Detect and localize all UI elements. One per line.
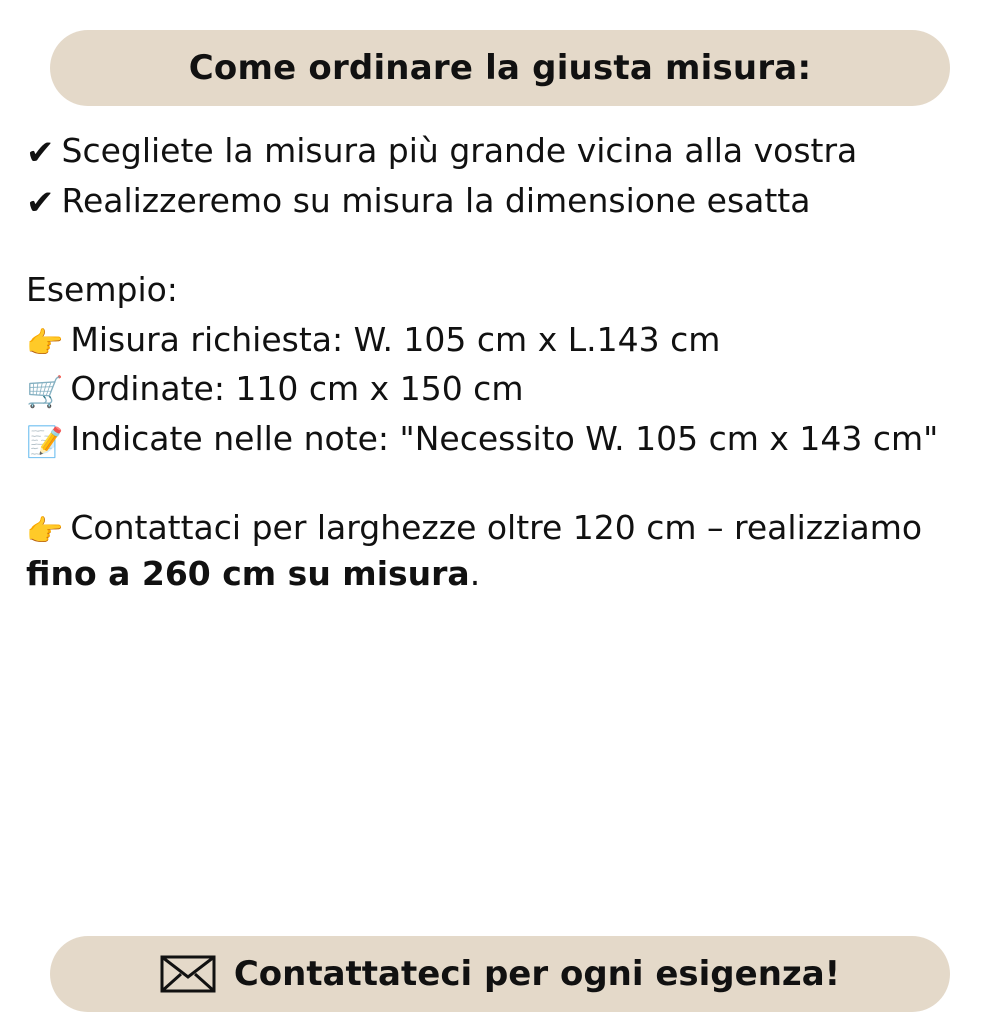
example-text: Ordinate: 110 cm x 150 cm [70, 369, 524, 409]
example-text: Misura richiesta: W. 105 cm x L.143 cm [70, 319, 721, 359]
footer-title: Contattateci per ogni esigenza! [233, 954, 841, 994]
footer-banner-inner [160, 954, 840, 994]
contact-note [26, 505, 974, 596]
spacer [26, 223, 974, 267]
contact-note-text: Contattaci per larghezze oltre 120 cm – realizziamo [70, 508, 923, 548]
list-item [26, 366, 974, 412]
example-label: Esempio: [26, 270, 178, 310]
pointing-hand-icon: 👉 [26, 514, 64, 550]
list-item [26, 416, 974, 462]
contact-note-line [26, 505, 974, 596]
page-title: Come ordinare la giusta misura: [188, 48, 812, 88]
spacer [26, 461, 974, 505]
instruction-text: Realizzeremo su misura la dimensione esatta [61, 180, 811, 220]
instructions-list [26, 128, 974, 223]
example-text: Indicate nelle note: "Necessito W. 105 cm x 143 cm" [70, 418, 939, 458]
instruction-text: Scegliete la misura più grande vicina alla vostra [61, 131, 858, 170]
footer-banner[interactable] [50, 936, 950, 1012]
info-card [0, 30, 1000, 1030]
contact-note-suffix: . [469, 553, 481, 593]
memo-icon: 📝 [26, 424, 64, 460]
list-item [26, 178, 974, 224]
body-content [26, 106, 974, 596]
envelope-icon [160, 955, 216, 993]
list-item [26, 317, 974, 363]
shopping-cart-icon: 🛒 [26, 375, 64, 411]
list-item [26, 128, 974, 174]
header-banner [50, 30, 950, 106]
pointing-hand-icon: 👉 [26, 325, 64, 361]
example-block [26, 267, 974, 461]
check-icon: ✔ [26, 133, 55, 173]
check-icon: ✔ [26, 182, 55, 223]
contact-note-highlight: fino a 260 cm su misura [26, 553, 470, 593]
